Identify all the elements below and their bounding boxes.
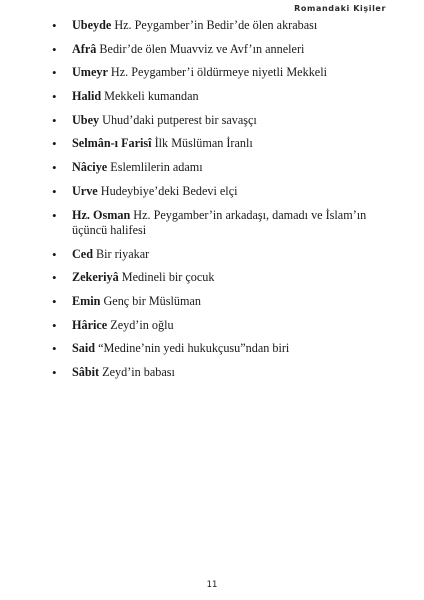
bullet-icon: • — [52, 160, 57, 176]
bullet-icon: • — [52, 294, 57, 310]
character-name: Selmân-ı Farisî — [72, 136, 152, 151]
bullet-icon: • — [52, 317, 57, 333]
character-description: Eslemlilerin adamı — [110, 160, 203, 175]
list-item — [52, 160, 392, 176]
bullet-icon: • — [52, 136, 57, 152]
character-description: Zeyd’in oğlu — [110, 317, 174, 332]
character-description: Hz. Peygamber’in arkadaşı, damadı ve İslam’ın üçüncü halifesi — [72, 207, 367, 237]
bullet-icon: • — [52, 112, 57, 128]
list-item — [52, 208, 392, 239]
character-name: Ubey — [72, 112, 100, 127]
list-item — [52, 65, 392, 81]
list-item — [52, 184, 392, 200]
bullet-icon: • — [52, 18, 57, 33]
character-name: Sâbit — [72, 365, 100, 380]
list-item — [52, 136, 392, 152]
character-list — [52, 18, 392, 389]
list-item — [52, 42, 392, 58]
bullet-icon: • — [52, 365, 57, 381]
bullet-icon: • — [52, 89, 57, 105]
bullet-icon: • — [52, 183, 57, 199]
bullet-icon: • — [52, 207, 57, 223]
character-description: Zeyd’in babası — [102, 365, 175, 380]
character-description: İlk Müslüman İranlı — [154, 136, 253, 151]
character-description: Genç bir Müslüman — [103, 294, 201, 309]
bullet-icon: • — [52, 270, 57, 286]
character-description: Bedir’de ölen Muavviz ve Avf’ın anneleri — [99, 41, 305, 56]
character-name: Ced — [72, 246, 93, 261]
running-header: Romandaki Kişiler — [294, 4, 386, 13]
list-item — [52, 270, 392, 286]
character-name: Hârice — [72, 317, 108, 332]
character-description: Hz. Peygamber’in Bedir’de ölen akrabası — [114, 18, 318, 32]
character-name: Halid — [72, 89, 102, 104]
character-name: Zekeriyâ — [72, 270, 119, 285]
character-name: Emin — [72, 294, 101, 309]
bullet-icon: • — [52, 41, 57, 57]
character-description: Hudeybiye’deki Bedevi elçi — [100, 183, 238, 198]
list-item — [52, 18, 392, 34]
character-description: “Medine’nin yedi hukukçusu”ndan biri — [98, 341, 290, 356]
list-item — [52, 113, 392, 129]
bullet-icon: • — [52, 246, 57, 262]
character-name: Afrâ — [72, 41, 97, 56]
character-description: Mekkeli kumandan — [104, 89, 199, 104]
bullet-icon: • — [52, 65, 57, 81]
list-item — [52, 318, 392, 334]
list-item — [52, 294, 392, 310]
list-item — [52, 247, 392, 263]
list-item — [52, 341, 392, 357]
list-item — [52, 365, 392, 381]
bullet-icon: • — [52, 341, 57, 357]
character-name: Said — [72, 341, 96, 356]
character-description: Uhud’daki putperest bir savaşçı — [102, 112, 257, 127]
page-number: 11 — [206, 580, 218, 590]
character-name: Urve — [72, 183, 98, 198]
list-item — [52, 89, 392, 105]
character-description: Bir riyakar — [96, 246, 150, 261]
character-description: Hz. Peygamber’i öldürmeye niyetli Mekkeli — [110, 65, 327, 80]
character-description: Medineli bir çocuk — [121, 270, 215, 285]
character-name: Ubeyde — [72, 18, 112, 32]
character-name: Nâciye — [72, 160, 108, 175]
character-name: Hz. Osman — [72, 207, 131, 222]
character-name: Umeyr — [72, 65, 108, 80]
